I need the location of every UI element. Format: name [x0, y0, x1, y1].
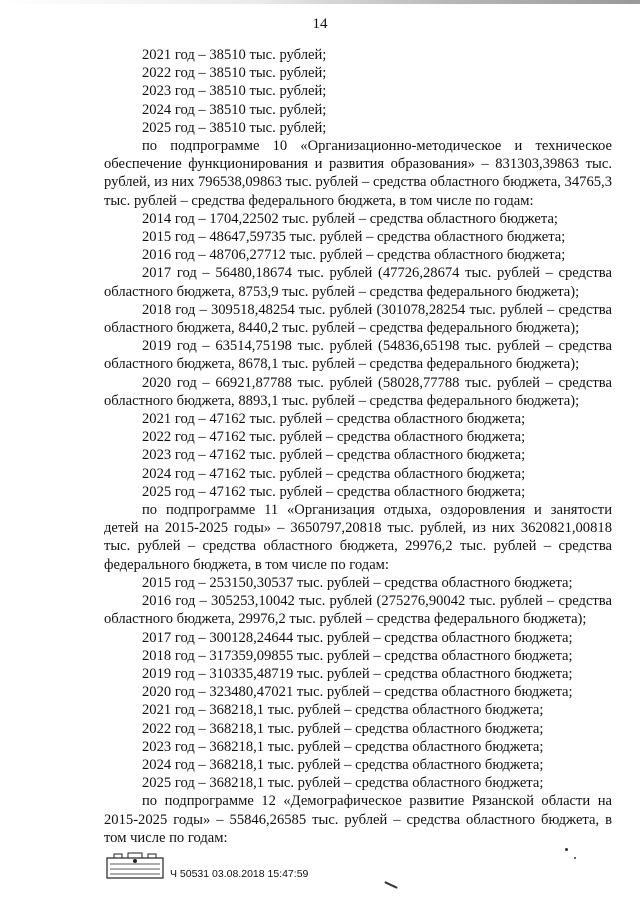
paragraph: 2020 год – 323480,47021 тыс. рублей – средства областного бюджета;	[142, 684, 573, 701]
paragraph: 2018 год – 309518,48254 тыс. рублей (301078,28254 тыс. рублей – средства областного бюджета, 8440,2 тыс. рублей – средства федерального бюджета);	[104, 301, 612, 337]
scan-speck	[574, 857, 576, 859]
paragraph: 2022 год – 38510 тыс. рублей;	[142, 65, 327, 82]
scan-edge	[0, 0, 640, 4]
paragraph: 2016 год – 305253,10042 тыс. рублей (275276,90042 тыс. рублей – средства областного бюджета, 29976,2 тыс. рублей – средства федерального бюджета);	[104, 593, 612, 628]
paragraph: 2018 год – 317359,09855 тыс. рублей – средства областного бюджета;	[142, 647, 573, 664]
paragraph: 2019 год – 310335,48719 тыс. рублей – средства областного бюджета;	[142, 665, 573, 682]
scan-speck	[384, 881, 398, 889]
paragraph: 2024 год – 38510 тыс. рублей;	[142, 101, 327, 118]
page-number: 14	[312, 16, 328, 32]
paragraph: 2023 год – 47162 тыс. рублей – средства областного бюджета;	[142, 447, 526, 464]
document-registration-stamp: Ч 50531 03.08.2018 15:47:59	[170, 868, 309, 880]
paragraph: 2024 год – 368218,1 тыс. рублей – средства областного бюджета;	[142, 756, 544, 773]
paragraph: 2021 год – 47162 тыс. рублей – средства областного бюджета;	[142, 411, 526, 428]
document-body	[104, 46, 612, 847]
paragraph: по подпрограмме 12 «Демографическое развитие Рязанской области на 2015-2025 годы» – 55846,26585 тыс. рублей – средства областного бюджета, в том числе по годам:	[104, 793, 612, 846]
paragraph: по подпрограмме 11 «Организация отдыха, оздоровления и занятости детей на 2015-2025 годы» – 3650797,20818 тыс. рублей, из них 3620821,00818 тыс. рублей – средства областного бюджета, 29976,2 тыс. рублей – средства федерального бюджета, в том числе по годам:	[104, 502, 612, 573]
paragraph: 2025 год – 38510 тыс. рублей;	[142, 119, 327, 136]
scan-speck	[565, 848, 568, 851]
paragraph: 2015 год – 253150,30537 тыс. рублей – средства областного бюджета;	[142, 574, 573, 591]
paragraph: 2015 год – 48647,59735 тыс. рублей – средства областного бюджета;	[142, 229, 566, 246]
paragraph: 2014 год – 1704,22502 тыс. рублей – средства областного бюджета;	[142, 210, 558, 227]
government-seal-icon	[106, 852, 164, 880]
paragraph: 2023 год – 38510 тыс. рублей;	[142, 83, 327, 100]
paragraph: 2022 год – 47162 тыс. рублей – средства областного бюджета;	[142, 429, 526, 446]
paragraph: 2020 год – 66921,87788 тыс. рублей (58028,77788 тыс. рублей – средства областного бюджета, 8893,1 тыс. рублей – средства федерального бюджета);	[104, 374, 612, 409]
paragraph: 2025 год – 47162 тыс. рублей – средства областного бюджета;	[142, 483, 526, 500]
paragraph: 2024 год – 47162 тыс. рублей – средства областного бюджета;	[142, 465, 526, 482]
paragraph: 2017 год – 300128,24644 тыс. рублей – средства областного бюджета;	[142, 629, 573, 646]
paragraph: по подпрограмме 10 «Организационно-методическое и техническое обеспечение функционирования и развития образования» – 831303,39863 тыс. рублей, из них 796538,09863 тыс. рублей – средства областного бюджета, 34765,3 тыс. рублей – средства федерального бюджета, в том числе по годам:	[104, 138, 612, 209]
paragraph: 2025 год – 368218,1 тыс. рублей – средства областного бюджета;	[142, 775, 544, 792]
paragraph: 2019 год – 63514,75198 тыс. рублей (54836,65198 тыс. рублей – средства областного бюджета, 8678,1 тыс. рублей – средства федерального бюджета);	[104, 338, 612, 373]
paragraph: 2021 год – 38510 тыс. рублей;	[142, 47, 327, 63]
paragraph: 2016 год – 48706,27712 тыс. рублей – средства областного бюджета;	[142, 247, 566, 264]
paragraph: 2021 год – 368218,1 тыс. рублей – средства областного бюджета;	[142, 702, 544, 719]
paragraph: 2023 год – 368218,1 тыс. рублей – средства областного бюджета;	[142, 738, 544, 755]
paragraph: 2022 год – 368218,1 тыс. рублей – средства областного бюджета;	[142, 720, 544, 737]
paragraph: 2017 год – 56480,18674 тыс. рублей (47726,28674 тыс. рублей – средства областного бюджета, 8753,9 тыс. рублей – средства федерального бюджета);	[104, 265, 612, 300]
